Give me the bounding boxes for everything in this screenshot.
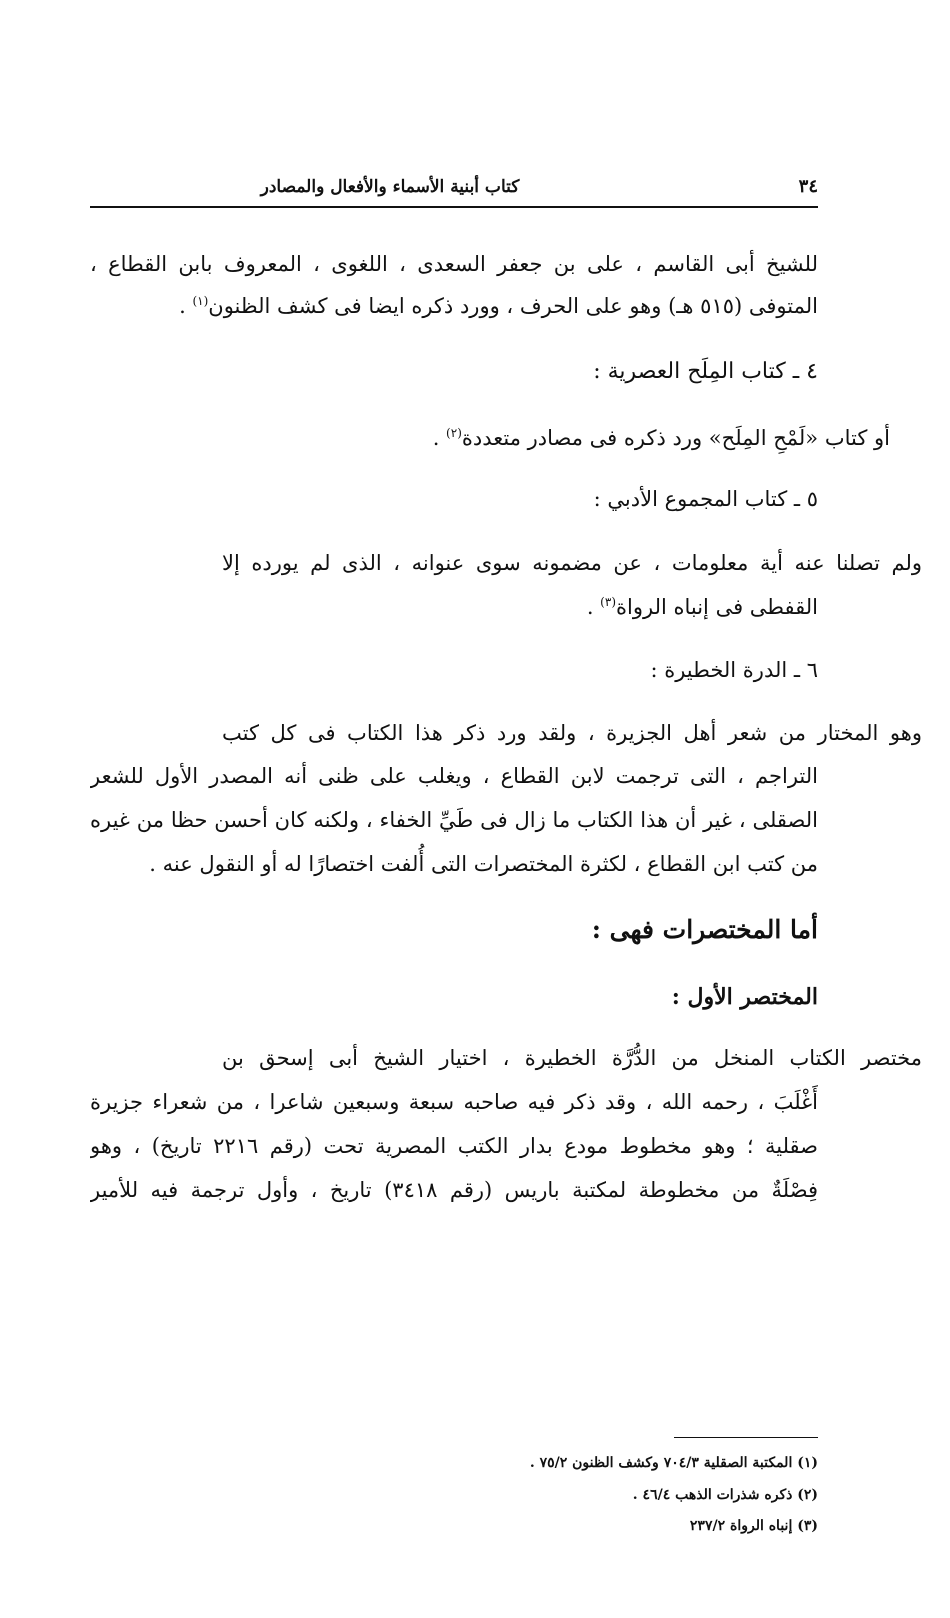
running-title: كتاب أبنية الأسماء والأفعال والمصادر (260, 177, 520, 197)
body-line-15: صقلية ؛ وهو مخطوط مودع بدار الكتب المصرية تحت (رقم ٢٢١٦ تاريخ) ، وهو (90, 1134, 818, 1158)
footnote-1: (١) المكتبة الصقلية ٧٠٤/٣ وكشف الظنون ٧٥/٢ . (529, 1455, 818, 1471)
item-5-heading: ٥ ـ كتاب المجموع الأدبي : (593, 487, 818, 511)
body-line-6: ولم تصلنا عنه أية معلومات ، عن مضمونه سوى عنوانه ، الذى لم يورده إلا (222, 551, 922, 575)
header-rule (90, 206, 818, 208)
body-line-9: وهو المختار من شعر أهل الجزيرة ، ولقد ورد ذكر هذا الكتاب فى كل كتب (222, 721, 922, 745)
footnote-rule (674, 1437, 818, 1438)
body-line-14: أَغْلَبَ ، رحمه الله ، وقد ذكر فيه صاحبه سبعة وسبعين شاعرا ، من شعراء جزيرة (90, 1090, 818, 1114)
footnote-ref-1: (١) (192, 294, 209, 308)
footnote-2: (٢) ذكره شذرات الذهب ٤٦/٤ . (632, 1487, 818, 1503)
item-6-heading: ٦ ـ الدرة الخطيرة : (650, 658, 818, 682)
page-number: ٣٤ (798, 176, 818, 197)
body-line-10: التراجم ، التى ترجمت لابن القطاع ، ويغلب على ظنى أنه المصدر الأول للشعر (90, 764, 818, 788)
body-line-2-text: المتوفى (٥١٥ هـ) وهو على الحرف ، وورد ذكره ايضا فى كشف الظنون (208, 294, 818, 318)
body-line-13: مختصر الكتاب المنخل من الدُّرَّة الخطيرة ، اختيار الشيخ أبى إسحق بن (222, 1046, 922, 1070)
section-heading-abridgments: أما المختصرات فهى : (591, 915, 818, 944)
body-line-4-end: . (432, 426, 447, 450)
body-line-12: من كتب ابن القطاع ، لكثرة المختصرات التى أُلفت اختصارًا له أو النقول عنه . (149, 852, 818, 876)
body-line-7-text: القفطى فى إنباه الرواة (616, 595, 818, 619)
footnote-ref-2: (٢) (446, 426, 462, 440)
item-4-heading: ٤ ـ كتاب المِلَح العصرية : (593, 359, 818, 384)
body-line-2-end: . (179, 294, 193, 318)
footnote-ref-3: (٣) (600, 595, 616, 609)
body-line-4 (222, 417, 890, 459)
subsection-heading-first-abridgment: المختصر الأول : (671, 984, 818, 1010)
page-header (90, 172, 818, 206)
body-line-11: الصقلى ، غير أن هذا الكتاب ما زال فى طَيِّ الخفاء ، ولكنه كان أحسن حظا من غيره (90, 808, 818, 832)
body-line-2 (90, 285, 818, 327)
footnote-3: (٣) إنباه الرواة ٢٣٧/٢ (689, 1518, 818, 1534)
body-line-7-end: . (586, 595, 601, 619)
body-line-4-text: أو كتاب «لَمْحِ المِلَح» ورد ذكره فى مصادر متعددة (461, 426, 890, 450)
body-line-1: للشيخ أبى القاسم ، على بن جعفر السعدى ، اللغوى ، المعروف بابن القطاع ، (90, 252, 818, 276)
body-line-16: فِصْلَةٌ من مخطوطة لمكتبة باريس (رقم ٣٤١٨) تاريخ ، وأول ترجمة فيه للأمير (90, 1178, 818, 1202)
body-line-7 (90, 586, 818, 628)
